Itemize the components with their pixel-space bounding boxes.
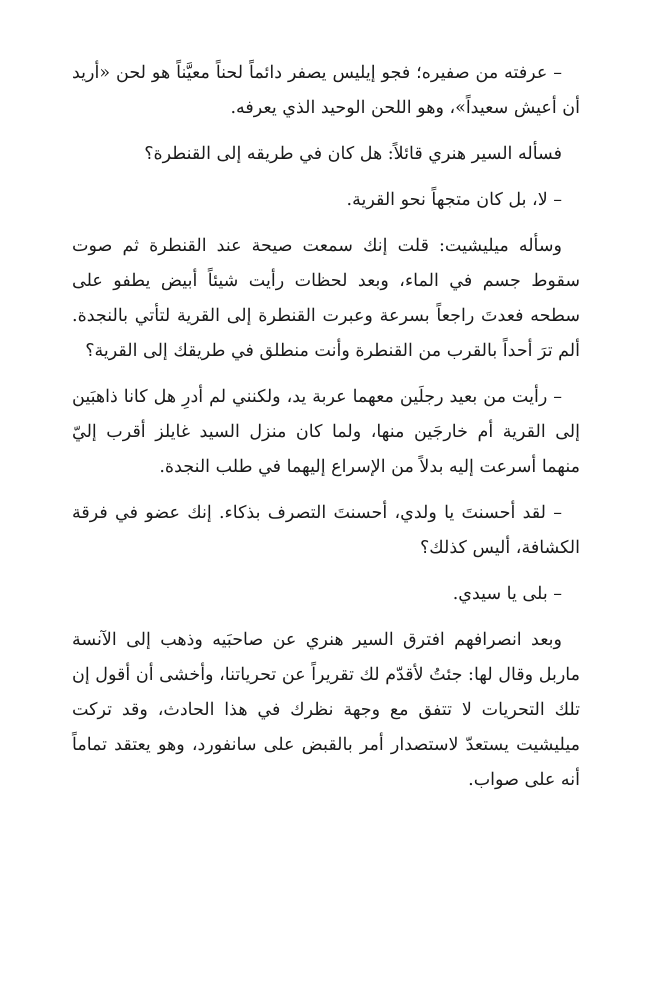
paragraph-two-men-handcart: – رأيت من بعيد رجلَين معهما عربة يد، ولكنني لم أدرِ هل كانا ذاهبَين إلى القرية أم خارجَين منها، ولما كان منزل السيد غايلز أقرب إليّ منهما أسرعت إليه بدلاً من الإسراع إليهما في طلب النجدة.: [72, 387, 580, 477]
paragraph-sir-henry-question: فسأله السير هنري قائلاً: هل كان في طريقه إلى القنطرة؟: [144, 144, 562, 164]
paragraph-melchett-question: وسأله ميليشيت: قلت إنك سمعت صيحة عند القنطرة ثم صوت سقوط جسم في الماء، وبعد لحظات رأيت شيئاً أبيض يطفو على سطحه فعدتَ راجعاً بسرعة وعبرت القنطرة إلى القرية لتأتي بالنجدة. ألم ترَ أحداً بالقرب من القنطرة وأنت منطلق في طريقك إلى القرية؟: [72, 236, 580, 361]
book-page: [72, 56, 580, 986]
paragraph-recognized-whistle: – عرفته من صفيره؛ فجو إيليس يصفر دائماً لحناً معيَّناً هو لحن «أريد أن أعيش سعيداً»، وهو اللحن الوحيد الذي يعرفه.: [72, 63, 580, 118]
paragraph-yes-sir: – بلى يا سيدي.: [452, 584, 562, 604]
paragraph-report-to-miss-marple: وبعد انصرافهم افترق السير هنري عن صاحبَيه وذهب إلى الآنسة ماربل وقال لها: جئتُ لأقدّم لك تقريراً عن تحرياتنا، وأخشى أن أقول إن تلك التحريات لا تتفق مع وجهة نظرك في هذا الحادث، وقد تركت ميليشيت يستعدّ لاستصدار أمر بالقبض على سانفورد، وهو يعتقد تماماً أنه على صواب.: [72, 630, 580, 790]
paragraph-toward-village: – لا، بل كان متجهاً نحو القرية.: [346, 190, 562, 210]
paragraph-scout-praise: – لقد أحسنتَ يا ولدي، أحسنتَ التصرف بذكاء. إنك عضو في فرقة الكشافة، أليس كذلك؟: [72, 503, 580, 558]
